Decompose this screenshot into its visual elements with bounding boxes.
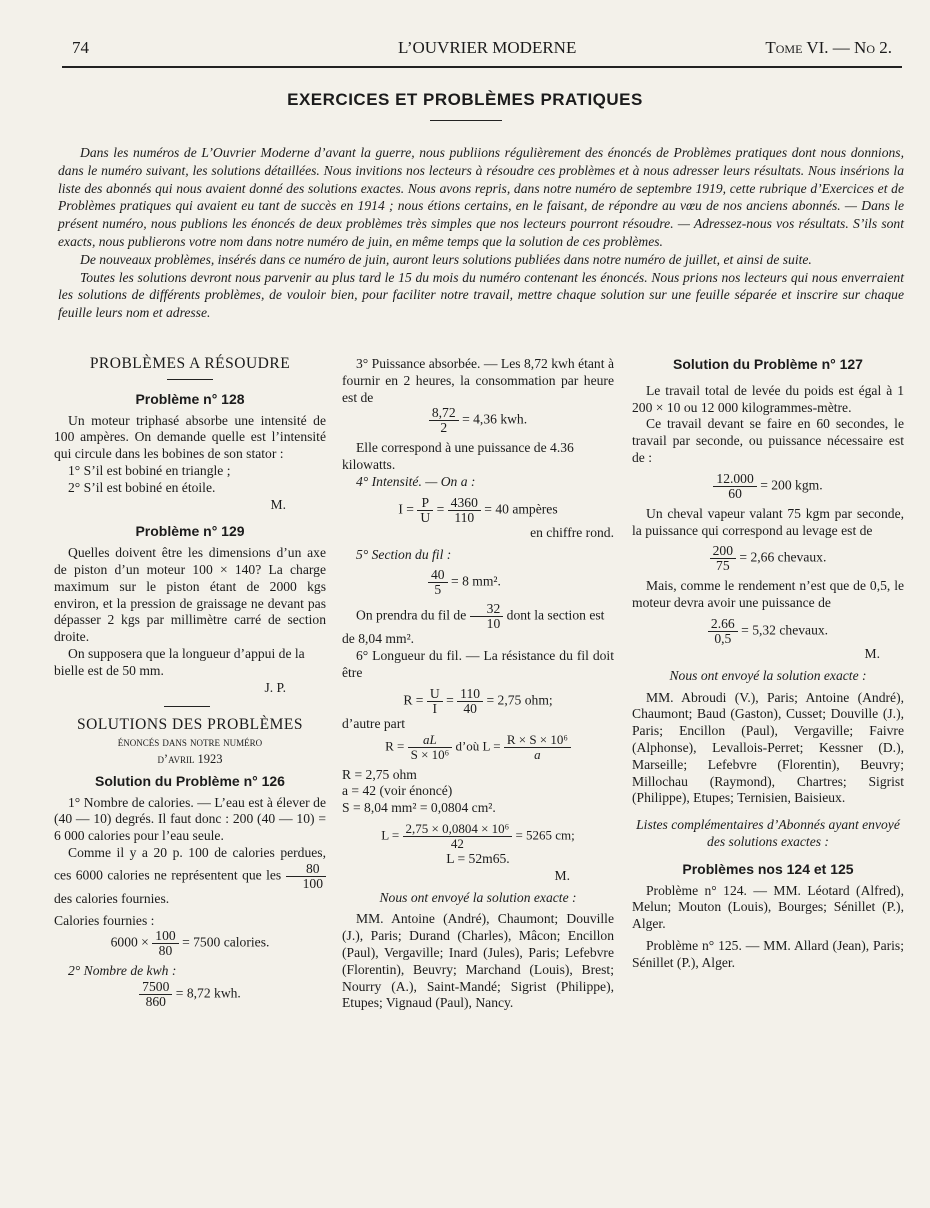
contributors-heading: Nous ont envoyé la solution exacte : xyxy=(379,889,577,905)
signature: M. xyxy=(554,867,570,883)
problem-text: Quelles doivent être les dimensions d’un axe de piston d’un moteur 100 × 140? La charge maximum sur le piston étant de 2000 kgs environ, et la pression de graissage ne devant pas dépasser 2 kgs par millimètre carré de section droite. xyxy=(54,545,326,645)
journal-name: L’OUVRIER MODERNE xyxy=(398,38,577,57)
divider xyxy=(164,706,210,707)
equation: $\frac{200}{75}$ = 2,66 chevaux. xyxy=(632,544,904,573)
equation: $\frac{7500}{860}$ = 8,72 kwh. xyxy=(54,980,326,1009)
equation: $\frac{8,72}{2}$ = 4,36 kwh. xyxy=(342,406,614,435)
equation: L = $\frac{\text{2,75 × 0,0804 × 10⁶}}{42}$ = 5265 cm; xyxy=(381,820,575,851)
solution-127-title: Solution du Problème n° 127 xyxy=(673,356,863,372)
equation: $\frac{40}{5}$ = 8 mm². xyxy=(342,568,614,597)
solution-text: On prendra du fil de $\frac{32}{10}$ dont la section est de 8,04 mm². xyxy=(342,601,605,647)
signature: J. P. xyxy=(264,679,286,695)
problem-128-title: Problème n° 128 xyxy=(135,390,245,407)
contributors-heading: Nous ont envoyé la solution exacte : xyxy=(669,667,867,683)
solution-text: S = 8,04 mm² = 0,0804 cm². xyxy=(342,800,496,816)
problems-124-125-title: Problèmes nos 124 et 125 xyxy=(682,860,854,877)
column-left xyxy=(54,356,326,1009)
equation: L = 52m65. xyxy=(446,850,510,866)
complementary-lists-heading: Listes complémentaires d’Abonnés ayant envoyé des solutions exactes : xyxy=(636,817,900,849)
problem-item: 2° S’il est bobiné en étoile. xyxy=(68,479,216,495)
page-title: EXERCICES ET PROBLÈMES PRATIQUES xyxy=(287,90,643,109)
solution-text: Elle correspond à une puissance de 4.36 kilowatts. xyxy=(342,440,574,473)
solution-text: Mais, comme le rendement n’est que de 0,5, le moteur devra avoir une puissance de xyxy=(632,578,904,611)
equation: $\frac{12.000}{60}$ = 200 kgm. xyxy=(632,472,904,501)
running-header xyxy=(72,38,892,60)
solution-text: 4° Intensité. — On a : xyxy=(356,473,476,489)
contributors-list: MM. Abroudi (V.), Paris; Antoine (André), Chaumont; Baud (Gaston), Cusset; Douville (J.), Paris; Encillon (Paul), Vergaville; Faivre (Alphonse), Levallois-Perret; Kessner (D.), Marseille; Lefebvre (Florentin), Beuvry; Millochau (Raymond), Chartres; Sigrist (Philippe), Etupes; Ternisien, Baisieux. xyxy=(632,689,904,806)
problem-129-title: Problème n° 129 xyxy=(135,523,245,540)
section-heading: PROBLÈMES A RÉSOUDRE xyxy=(89,355,291,372)
column-middle xyxy=(342,356,614,1012)
equation: R = $\frac{U}{I}$ = $\frac{110}{40}$ = 2,75 ohm; xyxy=(403,685,553,716)
problem-text: On supposera que la longueur d’appui de la bielle est de 50 mm. xyxy=(54,645,305,678)
intro-text xyxy=(58,144,904,322)
section-subheading: d’avril 1923 xyxy=(157,751,223,766)
page-number: 74 xyxy=(72,38,89,57)
solution-text: 1° Nombre de calories. — L’eau est à élever de (40 — 10) degrés. Il faut donc : 200 (40 — 10) = 6 000 calories pour l’eau seule. xyxy=(54,794,326,844)
solution-text: d’autre part xyxy=(342,715,406,731)
equation-note: en chiffre rond. xyxy=(530,524,614,540)
column-right xyxy=(632,356,904,972)
section-heading: SOLUTIONS DES PROBLÈMES xyxy=(77,716,303,734)
intro-paragraph: Toutes les solutions devront nous parvenir au plus tard le 15 du mois du numéro contenant les énoncés. Nous prions nos lecteurs qui nous enverraient les solutions de différents problèmes, de vouloir bien, pour faciliter notre travail, mettre chaque solution sur une feuille séparée et inscrire sur chaque feuille leurs nom et adresse. xyxy=(58,269,904,321)
problem-text: Un moteur triphasé absorbe une intensité de 100 ampères. On demande quelle est l’intensité qui circule dans les bobines de son stator : xyxy=(54,412,326,462)
solution-text: R = 2,75 ohm xyxy=(342,766,417,782)
contributors-list: Problème n° 124. — MM. Léotard (Alfred), Melun; Mouton (Louis), Bourges; Sénillet (P.), Alger. xyxy=(632,882,904,932)
solution-text: 5° Section du fil : xyxy=(356,546,452,562)
divider xyxy=(167,379,213,380)
solution-text: a = 42 (voir énoncé) xyxy=(342,783,453,799)
intro-paragraph: Dans les numéros de L’Ouvrier Moderne d’avant la guerre, nous publiions régulièrement des énoncés de Problèmes pratiques dont nous donnions, dans le numéro suivant, les solutions détaillées. Nous invitions nos lecteurs à résoudre ces problèmes et à nous adresser leurs résultats. Nous insérions la liste des abonnés qui nous avaient donné des solutions exactes. Nous avons repris, dans notre numéro de septembre 1919, cette rubrique d’Exercices et de Problèmes pratiques qui avaient eu tant de succès en 1914 ; nous étions certains, en le faisant, de répondre au vœu de nos anciens abonnés. — Dans le présent numéro, nous publions les énoncés de deux problèmes très simples que nos lecteurs pourront résoudre. — Adressez-nous vos résultats. S’ils sont exacts, nous publierons votre nom dans notre numéro de juin, en même temps que la solution de ces problèmes. xyxy=(58,145,904,249)
problem-item: 1° S’il est bobiné en triangle ; xyxy=(68,462,231,478)
section-subheading: énoncés dans notre numéro xyxy=(117,735,263,750)
equation: R = $\frac{aL}{\text{S × 10⁶}}$ d’où L = $\frac{\text{R × S × 10⁶}}{a}$ xyxy=(342,733,614,762)
solution-text: Ce travail devant se faire en 60 secondes, le travail par seconde, ou puissance nécessaire est de : xyxy=(632,416,904,465)
equation: 6000 × $\frac{100}{80}$ = 7500 calories. xyxy=(110,928,270,959)
solution-text: Comme il y a 20 p. 100 de calories perdues, ces 6000 calories ne représentent que les $\frac{80}{100}$ des calories fournies. xyxy=(54,844,326,906)
signature: M. xyxy=(270,496,286,512)
volume-issue: Tome VI. — No 2. xyxy=(765,38,892,57)
intro-paragraph: De nouveaux problèmes, insérés dans ce numéro de juin, auront leurs solutions publiées dans notre numéro de juillet, et ainsi de suite. xyxy=(80,251,812,267)
solution-text: 6° Longueur du fil. — La résistance du fil doit être xyxy=(342,648,614,680)
solution-text: 3° Puissance absorbée. — Les 8,72 kwh étant à fournir en 2 heures, la consommation par heure est de xyxy=(342,356,614,405)
signature: M. xyxy=(864,645,880,661)
solution-text: Calories fournies : xyxy=(54,912,155,928)
solution-126-title: Solution du Problème n° 126 xyxy=(95,772,285,789)
title-rule xyxy=(430,120,502,121)
contributors-list: MM. Antoine (André), Chaumont; Douville (J.), Paris; Durand (Charles), Mâcon; Encillon (Paul), Vergaville; Inard (Jules), Paris; Lefebvre (Florentin), Beuvry; Marchand (Louis), Brest; Nourry (A.), Saint-Mandé; Sigrist (Philippe), Etupes; Vignaud (Paul), Nancy. xyxy=(342,911,614,1011)
solution-text: Le travail total de levée du poids est égal à 1 200 × 10 ou 12 000 kilogrammes-mètre. xyxy=(632,382,904,415)
solution-text: 2° Nombre de kwh : xyxy=(68,963,177,979)
header-rule xyxy=(62,66,902,68)
solution-text: Un cheval vapeur valant 75 kgm par seconde, la puissance qui correspond au levage est de xyxy=(632,505,904,538)
contributors-list: Problème n° 125. — MM. Allard (Jean), Paris; Sénillet (P.), Alger. xyxy=(632,937,904,970)
equation: I = $\frac{P}{U}$ = $\frac{4360}{110}$ = 40 ampères xyxy=(398,494,558,525)
equation: $\frac{2.66}{0,5}$ = 5,32 chevaux. xyxy=(632,617,904,646)
